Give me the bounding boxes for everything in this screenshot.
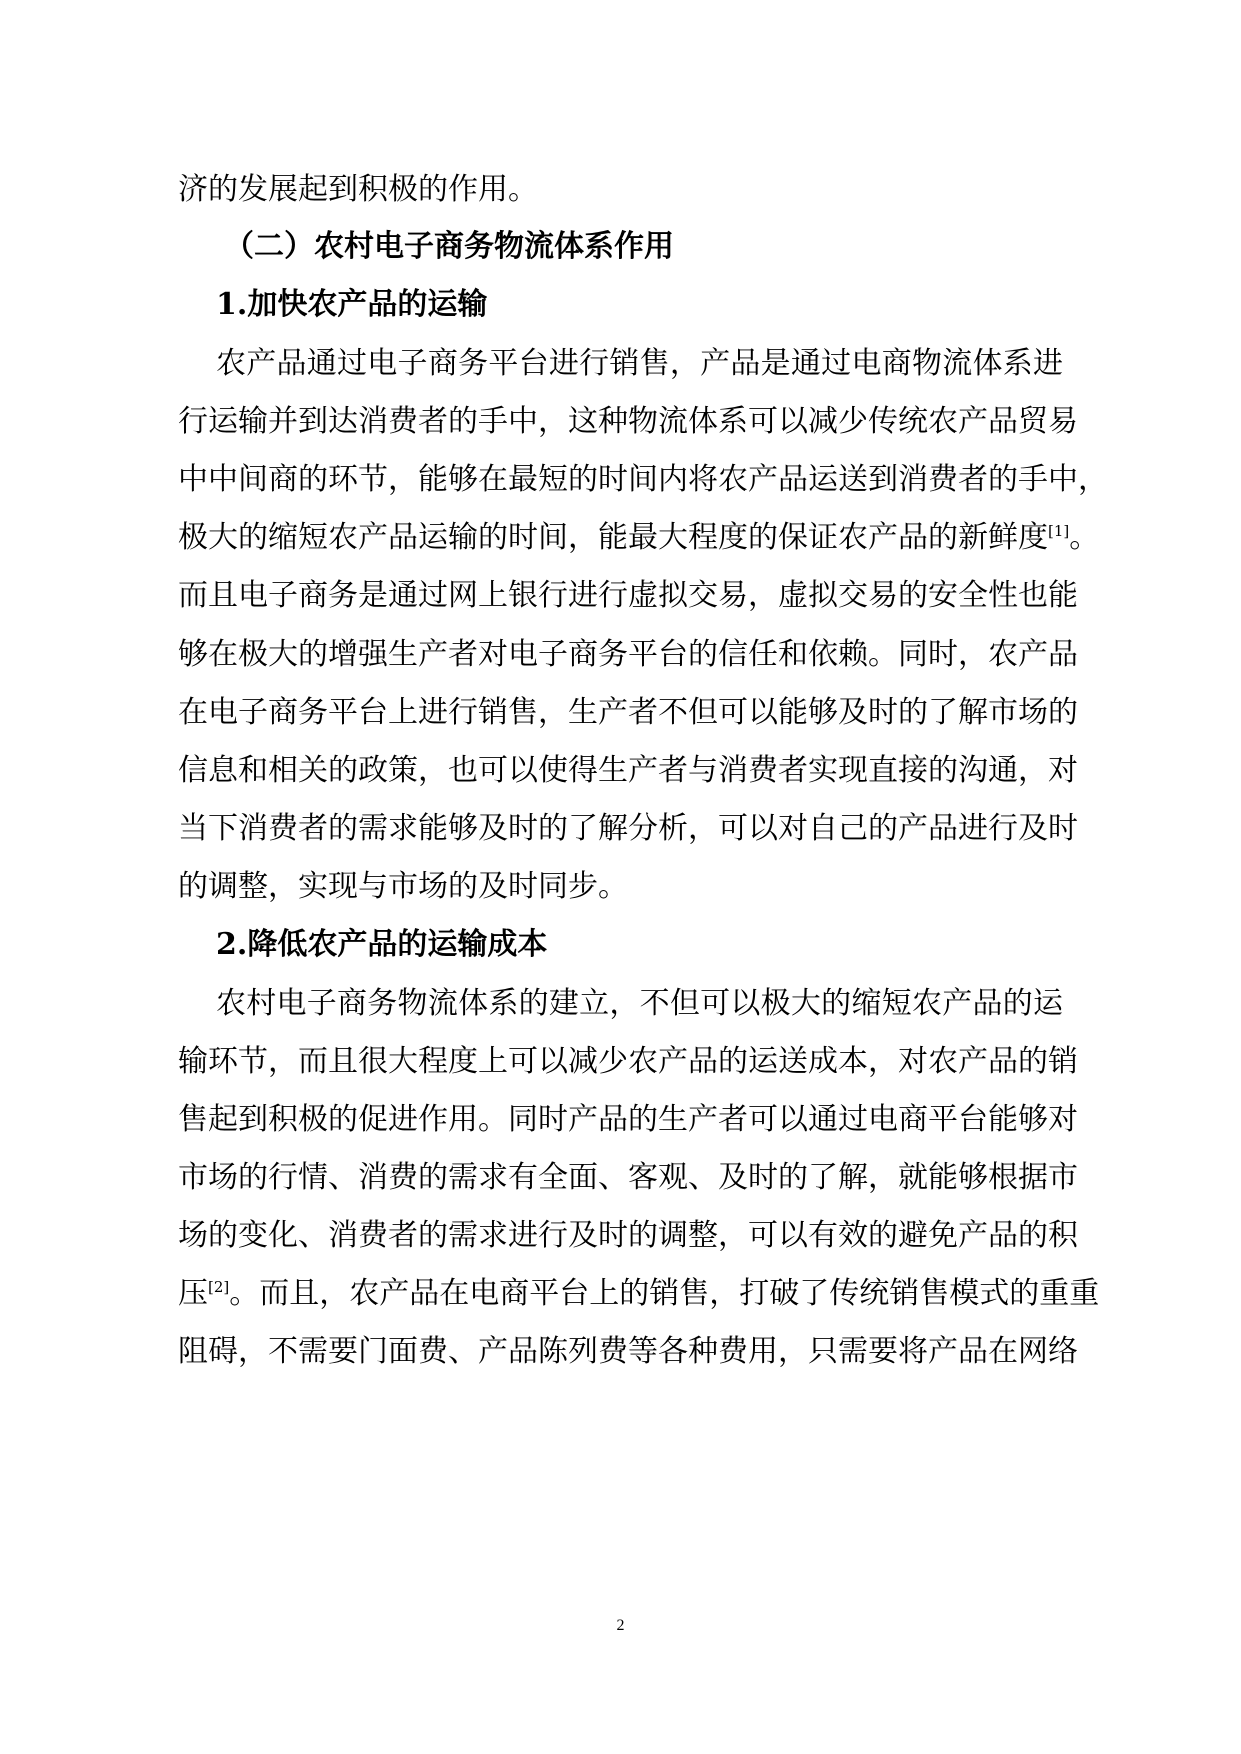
line-text: 压 (178, 1276, 208, 1311)
paragraph-line (178, 518, 1100, 558)
paragraph-line: 够在极大的增强生产者对电子商务平台的信任和依赖。同时，农产品 (178, 637, 1078, 672)
paragraph-line: 场的变化、消费者的需求进行及时的调整，可以有效的避免产品的积 (178, 1218, 1078, 1253)
paragraph-line: 的调整，实现与市场的及时同步。 (178, 869, 628, 904)
paragraph-line: 而且电子商务是通过网上银行进行虚拟交易，虚拟交易的安全性也能 (178, 578, 1078, 613)
paragraph-line: 输环节，而且很大程度上可以减少农产品的运送成本，对农产品的销 (178, 1044, 1078, 1079)
line-text: 极大的缩短农产品运输的时间，能最大程度的保证农产品的新鲜度 (178, 520, 1048, 555)
paragraph-line: 市场的行情、消费的需求有全面、客观、及时的了解，就能够根据市 (178, 1160, 1078, 1195)
paragraph-line: 农村电子商务物流体系的建立，不但可以极大的缩短农产品的运 (216, 986, 1063, 1021)
paragraph-line: 在电子商务平台上进行销售，生产者不但可以能够及时的了解市场的 (178, 695, 1078, 730)
paragraph-line: 售起到积极的促进作用。同时产品的生产者可以通过电商平台能够对 (178, 1102, 1078, 1137)
line-text-end: 。而且，农产品在电商平台上的销售，打破了传统销售模式的重重 (229, 1276, 1100, 1311)
section-heading: （二）农村电子商务物流体系作用 (224, 229, 674, 264)
paragraph-line: 中中间商的环节，能够在最短的时间内将农产品运送到消费者的手中， (178, 462, 1108, 497)
paragraph-line: 行运输并到达消费者的手中，这种物流体系可以减少传统农产品贸易 (178, 404, 1078, 439)
paragraph-line: 当下消费者的需求能够及时的了解分析，可以对自己的产品进行及时 (178, 811, 1078, 846)
paragraph-line: 信息和相关的政策，也可以使得生产者与消费者实现直接的沟通，对 (178, 753, 1078, 788)
paragraph-line (178, 1274, 1100, 1314)
paragraph-line: 阻碍，不需要门面费、产品陈列费等各种费用，只需要将产品在网络 (178, 1334, 1078, 1369)
page-number: 2 (616, 1617, 625, 1634)
subsection-heading: 2.降低农产品的运输成本 (216, 927, 548, 962)
citation-ref: [1] (1048, 522, 1070, 540)
subsection-heading: 1.加快农产品的运输 (216, 287, 488, 322)
line-text-end: 。 (1069, 520, 1100, 555)
paragraph-line: 济的发展起到积极的作用。 (178, 172, 538, 207)
paragraph-line: 农产品通过电子商务平台进行销售，产品是通过电商物流体系进 (216, 346, 1063, 381)
citation-ref: [2] (208, 1278, 230, 1296)
